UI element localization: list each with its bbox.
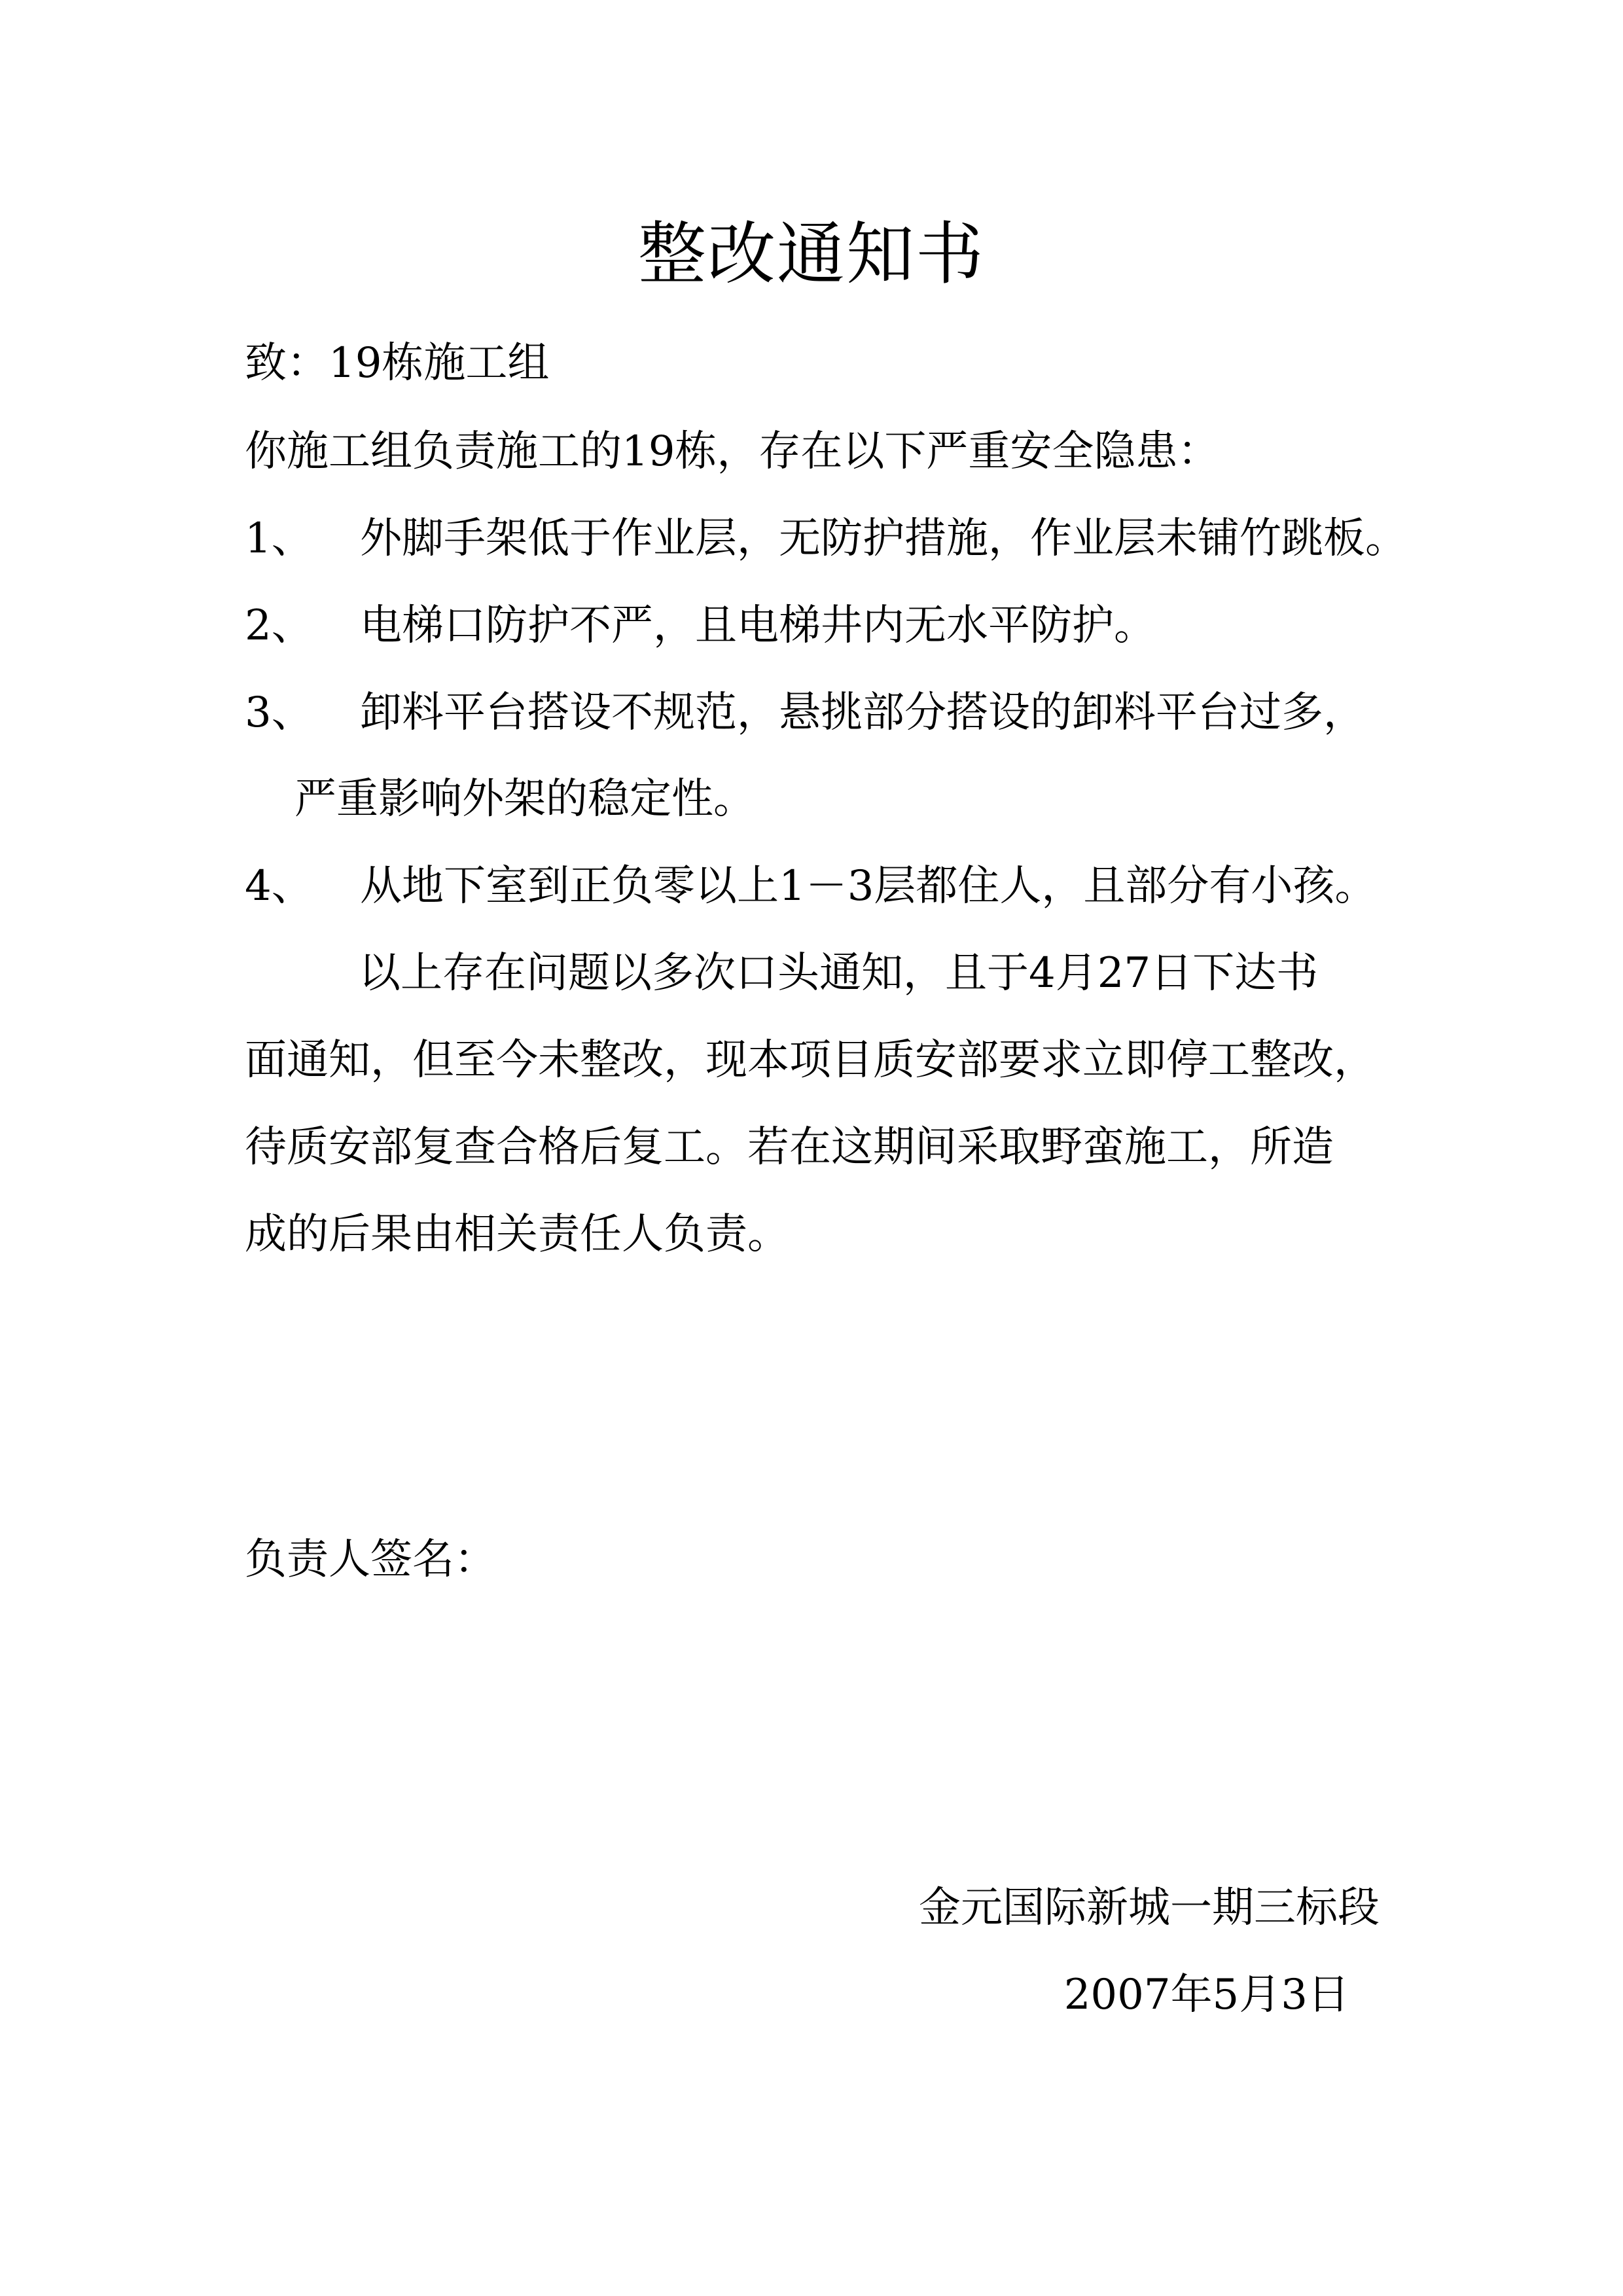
notice-paragraph-line: 待质安部复查合格后复工。若在这期间采取野蛮施工，所造 (245, 1123, 1334, 1172)
notice-paragraph-line: 面通知，但至今未整改，现本项目质安部要求立即停工整改， (245, 1036, 1376, 1085)
recipient-line: 致：19栋施工组 (245, 339, 550, 387)
document-title: 整改通知书 (637, 214, 985, 294)
intro-line: 你施工组负责施工的19栋，存在以下严重安全隐患： (245, 427, 1220, 476)
hazard-item-3 (245, 683, 1365, 742)
signature-label: 负责人签名： (245, 1535, 496, 1584)
hazard-item-3-continuation: 严重影响外架的稳定性。 (294, 775, 755, 823)
hazard-item-text: 电梯口防护不严，且电梯井内无水平防护。 (360, 601, 1156, 650)
issue-date: 2007年5月3日 (1063, 1971, 1349, 2019)
hazard-item-number: 4、 (245, 862, 313, 910)
hazard-item-text: 外脚手架低于作业层，无防护措施，作业层未铺竹跳板。 (360, 514, 1407, 563)
hazard-item-number: 2、 (245, 601, 313, 650)
notice-paragraph-line: 成的后果由相关责任人负责。 (245, 1210, 789, 1259)
issuing-organization: 金元国际新城一期三标段 (919, 1884, 1380, 1932)
hazard-item-text: 卸料平台搭设不规范，悬挑部分搭设的卸料平台过多， (360, 689, 1365, 737)
hazard-item-text: 从地下室到正负零以上1－3层都住人，且部分有小孩。 (360, 862, 1377, 910)
hazard-item-2 (245, 596, 1156, 655)
hazard-item-number: 3、 (245, 689, 313, 737)
hazard-item-number: 1、 (245, 514, 313, 563)
hazard-item-4 (245, 857, 1376, 916)
hazard-item-1 (245, 509, 1407, 568)
notice-paragraph-line: 以上存在问题以多次口头通知，且于4月27日下达书 (359, 949, 1319, 997)
